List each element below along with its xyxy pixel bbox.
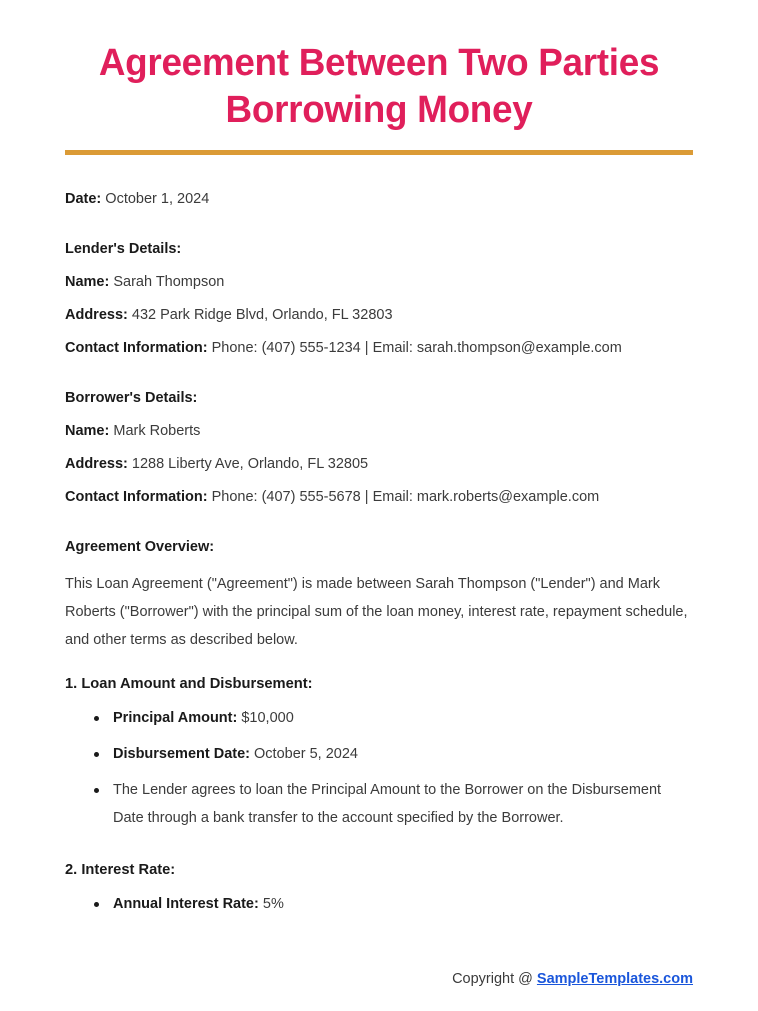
section-1-bullet-1-label: Principal Amount: <box>113 710 238 726</box>
page-title-line-1: Agreement Between Two Parties <box>98 42 660 84</box>
agreement-overview-paragraph: This Loan Agreement ("Agreement") is made between Sarah Thompson ("Lender") and Mark Roberts ("Borrower") with the principal sum of the loan money, interest rate, repayment schedule, and other terms as described below. <box>65 576 688 648</box>
spacer <box>65 222 693 239</box>
list-item <box>113 740 693 768</box>
section-2-bullet-list <box>65 890 693 918</box>
copyright-text: Copyright @ <box>452 971 537 987</box>
borrower-contact-label: Contact Information: <box>65 489 208 505</box>
spacer <box>65 371 693 388</box>
page-title <box>74 0 683 134</box>
spacer <box>65 840 693 860</box>
sample-templates-link[interactable]: SampleTemplates.com <box>536 971 693 987</box>
lender-name-label: Name: <box>65 274 110 290</box>
date-label: Date: <box>65 191 102 207</box>
borrower-contact-line <box>65 487 693 507</box>
footer <box>452 971 693 987</box>
page-title-line-2: Borrowing Money <box>225 89 533 131</box>
section-2-bullet-1-value: 5% <box>262 896 284 912</box>
lender-details-heading: Lender's Details: <box>65 241 182 257</box>
borrower-name-line <box>65 421 693 441</box>
lender-contact-value: Phone: (407) 555-1234 | Email: sarah.thompson@example.com <box>211 340 622 356</box>
date-value: October 1, 2024 <box>105 191 210 207</box>
title-divider <box>65 150 693 155</box>
spacer <box>65 520 693 537</box>
lender-address-label: Address: <box>65 307 128 323</box>
lender-address-line <box>65 305 693 325</box>
borrower-address-value: 1288 Liberty Ave, Orlando, FL 32805 <box>131 456 369 472</box>
date-line <box>65 189 693 209</box>
lender-contact-label: Contact Information: <box>65 340 208 356</box>
section-1-bullet-3-value: The Lender agrees to loan the Principal Amount to the Borrower on the Disbursement Date through a bank transfer to the account specified by the Borrower. <box>113 782 662 826</box>
list-item <box>113 704 693 732</box>
spacer <box>65 654 693 674</box>
section-1-bullet-2-label: Disbursement Date: <box>113 746 250 762</box>
section-2-heading: 2. Interest Rate: <box>65 862 176 878</box>
section-1-bullet-1-value: $10,000 <box>241 710 294 726</box>
section-1-bullet-2-value: October 5, 2024 <box>254 746 359 762</box>
list-item <box>113 776 693 832</box>
lender-contact-line <box>65 338 693 358</box>
document-body <box>65 163 693 918</box>
list-item <box>113 890 693 918</box>
section-1-heading: 1. Loan Amount and Disbursement: <box>65 676 313 692</box>
lender-name-value: Sarah Thompson <box>113 274 225 290</box>
agreement-overview-heading: Agreement Overview: <box>65 539 215 555</box>
borrower-address-line <box>65 454 693 474</box>
section-2-bullet-1-label: Annual Interest Rate: <box>113 896 259 912</box>
borrower-name-value: Mark Roberts <box>113 423 201 439</box>
borrower-details-heading: Borrower's Details: <box>65 390 198 406</box>
lender-address-value: 432 Park Ridge Blvd, Orlando, FL 32803 <box>131 307 393 323</box>
borrower-address-label: Address: <box>65 456 128 472</box>
borrower-name-label: Name: <box>65 423 110 439</box>
section-1-bullet-list <box>65 704 693 832</box>
borrower-contact-value: Phone: (407) 555-5678 | Email: mark.roberts@example.com <box>211 489 600 505</box>
lender-name-line <box>65 272 693 292</box>
